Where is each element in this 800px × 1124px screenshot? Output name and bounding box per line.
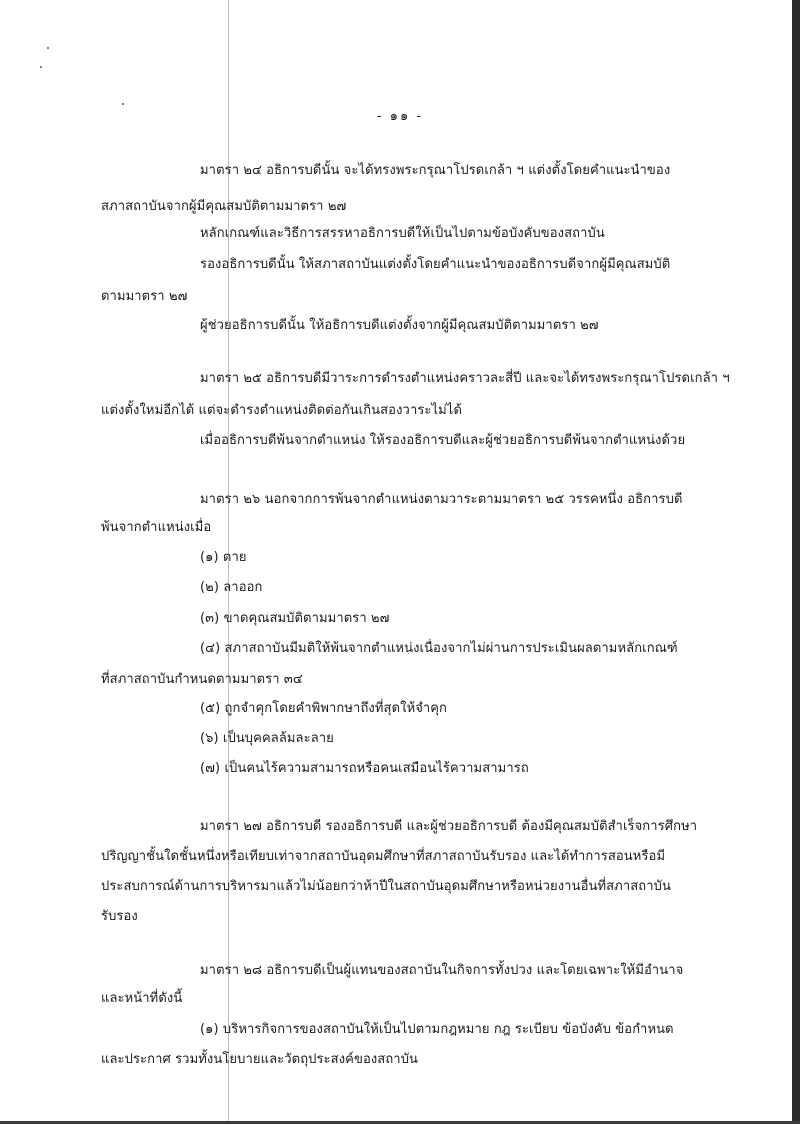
list-item: (๕) ถูกจำคุกโดยคำพิพากษาถึงที่สุดให้จำคุก: [200, 701, 448, 716]
text-line: รองอธิการบดีนั้น ให้สภาสถาบันแต่งตั้งโดยคำแนะนำของอธิการบดีจากผู้มีคุณสมบัติ: [200, 257, 671, 272]
text-line: มาตรา ๒๗ อธิการบดี รองอธิการบดี และผู้ช่วยอธิการบดี ต้องมีคุณสมบัติสำเร็จการศึกษา: [200, 819, 698, 834]
text-line: ประสบการณ์ด้านการบริหารมาแล้วไม่น้อยกว่าห้าปีในสถาบันอุดมศึกษาหรือหน่วยงานอื่นที่สภาสถาบัน: [101, 879, 671, 894]
list-item: (๖) เป็นบุคคลล้มละลาย: [200, 731, 334, 746]
scan-speck: [47, 47, 49, 49]
list-item: (๗) เป็นคนไร้ความสามารถหรือคนเสมือนไร้ความสามารถ: [200, 761, 529, 776]
text-line: สภาสถาบันจากผู้มีคุณสมบัติตามมาตรา ๒๗: [101, 199, 347, 214]
list-item: (๒) ลาออก: [200, 580, 263, 595]
page-number: - ๑๑ -: [376, 109, 424, 124]
list-item: (๑) ตาย: [200, 550, 247, 565]
text-line: มาตรา ๒๘ อธิการบดีเป็นผู้แทนของสถาบันในกิจการทั้งปวง และโดยเฉพาะให้มีอำนาจ: [200, 963, 684, 978]
text-line: เมื่ออธิการบดีพ้นจากตำแหน่ง ให้รองอธิการบดีและผู้ช่วยอธิการบดีพ้นจากตำแหน่งด้วย: [200, 433, 686, 448]
text-line: และประกาศ รวมทั้งนโยบายและวัตถุประสงค์ของสถาบัน: [101, 1052, 419, 1067]
text-line: ปริญญาชั้นใดชั้นหนึ่งหรือเทียบเท่าจากสถาบันอุดมศึกษาที่สภาสถาบันรับรอง และได้ทำการสอนหรือมี: [101, 849, 666, 864]
text-line: ผู้ช่วยอธิการบดีนั้น ให้อธิการบดีแต่งตั้งจากผู้มีคุณสมบัติตามมาตรา ๒๗: [200, 318, 599, 333]
scan-speck: [122, 103, 124, 105]
text-line: ที่สภาสถาบันกำหนดตามมาตรา ๓๔: [101, 672, 303, 687]
text-line: รับรอง: [101, 909, 138, 924]
list-item: (๓) ขาดคุณสมบัติตามมาตรา ๒๗: [200, 611, 390, 626]
text-line: หลักเกณฑ์และวิธีการสรรหาอธิการบดีให้เป็นไปตามข้อบังคับของสถาบัน: [200, 226, 605, 241]
text-line: มาตรา ๒๖ นอกจากการพ้นจากตำแหน่งตามวาระตามมาตรา ๒๕ วรรคหนึ่ง อธิการบดี: [200, 492, 683, 507]
scan-edge-right: [792, 0, 800, 1124]
list-item: (๔) สภาสถาบันมีมติให้พ้นจากตำแหน่งเนื่องจากไม่ผ่านการประเมินผลตามหลักเกณฑ์: [200, 641, 678, 656]
list-item: (๑) บริหารกิจการของสถาบันให้เป็นไปตามกฎหมาย กฎ ระเบียบ ข้อบังคับ ข้อกำหนด: [200, 1022, 674, 1037]
text-line: พ้นจากตำแหน่งเมื่อ: [101, 520, 212, 535]
text-line: มาตรา ๒๔ อธิการบดีนั้น จะได้ทรงพระกรุณาโปรดเกล้า ฯ แต่งตั้งโดยคำแนะนำของ: [200, 163, 671, 178]
text-line: แต่งตั้งใหม่อีกได้ แต่จะดำรงตำแหน่งติดต่อกันเกินสองวาระไม่ได้: [101, 403, 462, 418]
text-line: ตามมาตรา ๒๗: [101, 289, 188, 304]
scan-speck: [40, 66, 42, 68]
text-line: และหน้าที่ดังนี้: [101, 991, 183, 1006]
text-line: มาตรา ๒๕ อธิการบดีมีวาระการดำรงตำแหน่งคราวละสี่ปี และจะได้ทรงพระกรุณาโปรดเกล้า ฯ: [200, 371, 730, 386]
